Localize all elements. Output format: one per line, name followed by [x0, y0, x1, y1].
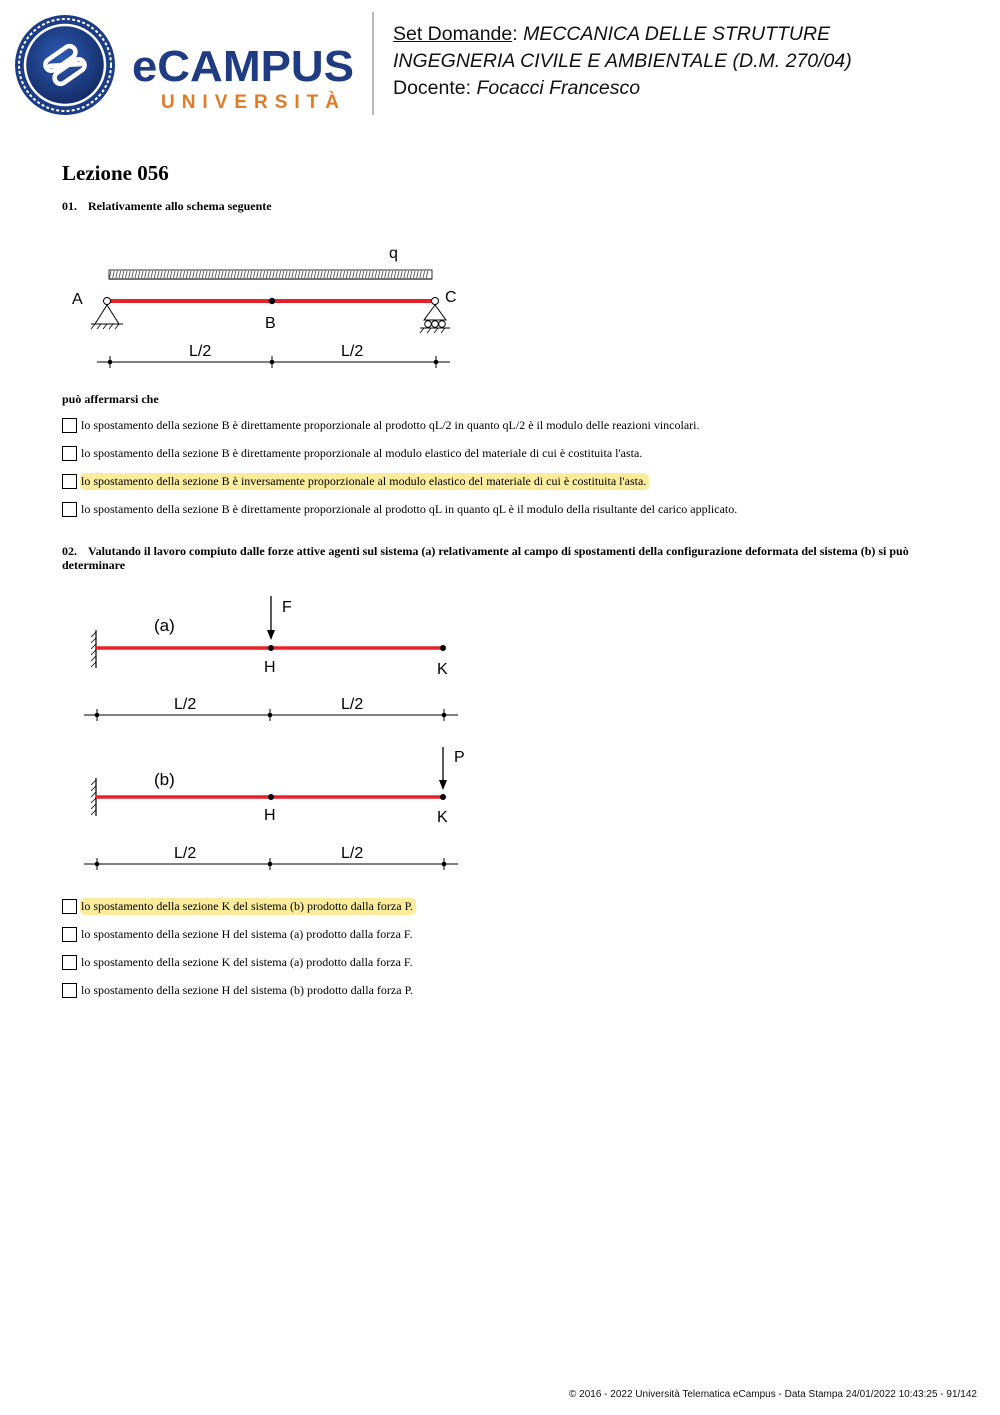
answer-text: lo spostamento della sezione H del sistema (b) prodotto dalla forza P. [81, 982, 413, 997]
node-label-k: K [437, 809, 448, 826]
answer-text-highlighted: lo spostamento della sezione B è inversamente proporzionale al modulo elastico del materiale di cui è costituita l'asta. [80, 473, 649, 490]
question-number: 02. [62, 544, 77, 558]
node-label-b: B [265, 315, 276, 332]
brand-name: eCAMPUS [132, 42, 354, 91]
answer-option[interactable] [62, 981, 416, 999]
answer-option[interactable] [62, 953, 416, 971]
span-label-1: L/2 [189, 343, 212, 360]
fixed-support-icon [91, 630, 96, 668]
node-k [440, 645, 446, 651]
teacher-line [393, 75, 852, 102]
page-footer: © 2016 - 2022 Università Telematica eCampus - Data Stampa 24/01/2022 10:43:25 - 91/142 [569, 1389, 977, 1400]
question-text: Valutando il lavoro compiuto dalle forze attive agenti sul sistema (a) relativamente al campo di spostamenti della configurazione deformata del sistema (b) si può determinare [62, 544, 909, 572]
node-k [440, 794, 446, 800]
university-seal-icon [15, 15, 115, 115]
load-label: q [389, 245, 398, 262]
course-line-1 [393, 21, 852, 48]
brand-subtitle: UNIVERSITÀ [161, 92, 339, 113]
span-label-2: L/2 [341, 696, 364, 713]
span-label-2: L/2 [341, 343, 364, 360]
question-2 [62, 544, 942, 572]
force-arrow-icon [439, 747, 447, 790]
set-separator: : [512, 23, 524, 45]
header-divider [372, 12, 374, 115]
force-label: F [282, 599, 292, 616]
system-a [84, 596, 458, 721]
node-label-a: A [72, 291, 83, 308]
node-label-k: K [437, 661, 448, 678]
node-label-c: C [445, 289, 457, 306]
force-label: P [454, 749, 465, 766]
node-b [269, 298, 275, 304]
answer-option[interactable] [62, 444, 645, 462]
node-h [268, 794, 274, 800]
system-label: (a) [154, 616, 175, 635]
question-text: Relativamente allo schema seguente [88, 199, 272, 213]
teacher-name: Focacci Francesco [476, 77, 641, 99]
answer-text: lo spostamento della sezione K del sistema (a) prodotto dalla forza F. [81, 954, 413, 969]
course-line-2 [393, 48, 852, 75]
brand-wordmark [132, 42, 354, 113]
answer-option[interactable] [62, 897, 416, 915]
force-arrow-icon [267, 596, 275, 640]
answer-checkbox[interactable] [62, 927, 77, 942]
node-label-h: H [264, 659, 276, 676]
span-label-1: L/2 [174, 696, 197, 713]
answer-checkbox[interactable] [62, 502, 77, 517]
question-1-subtext: può affermarsi che [62, 392, 159, 406]
span-label-1: L/2 [174, 845, 197, 862]
answer-text: lo spostamento della sezione B è direttamente proporzionale al modulo elastico del materiale di cui è costituita l'asta. [81, 445, 643, 460]
beam-diagram-1 [62, 238, 482, 373]
dimension-line [84, 709, 458, 721]
answer-checkbox[interactable] [62, 418, 77, 433]
answer-option[interactable] [62, 925, 416, 943]
question-1 [62, 199, 942, 213]
lesson-title: Lezione 056 [62, 161, 169, 185]
system-b [84, 747, 465, 870]
distributed-load [109, 270, 432, 279]
answer-checkbox[interactable] [62, 983, 77, 998]
answer-text: lo spostamento della sezione H del sistema (a) prodotto dalla forza F. [81, 926, 413, 941]
system-label: (b) [154, 770, 175, 789]
course-header [393, 21, 852, 102]
answer-checkbox[interactable] [62, 446, 77, 461]
node-h [268, 645, 274, 651]
answer-checkbox[interactable] [62, 899, 77, 914]
node-label-h: H [264, 807, 276, 824]
answer-option[interactable] [62, 500, 740, 518]
set-label: Set Domande [393, 23, 513, 45]
teacher-label: Docente: [393, 77, 477, 99]
answer-text-highlighted: lo spostamento della sezione K del sistema (b) prodotto dalla forza P. [80, 898, 416, 915]
answer-checkbox[interactable] [62, 474, 77, 489]
dimension-line [97, 356, 450, 368]
ecampus-logo [14, 14, 359, 118]
fixed-support-icon [91, 778, 96, 816]
span-label-2: L/2 [341, 845, 364, 862]
answer-text: lo spostamento della sezione B è direttamente proporzionale al prodotto qL/2 in quanto qL/2 è il modulo delle reazioni vincolari. [81, 417, 700, 432]
dimension-line [84, 858, 458, 870]
course-degree: INGEGNERIA CIVILE E AMBIENTALE (D.M. 270/04) [393, 50, 852, 72]
answer-text: lo spostamento della sezione B è direttamente proporzionale al prodotto qL in quanto qL è il modulo della risultante del carico applicato. [81, 501, 738, 516]
cantilever-diagrams [62, 590, 482, 880]
answer-option[interactable] [62, 472, 649, 490]
question-number: 01. [62, 199, 77, 213]
answer-checkbox[interactable] [62, 955, 77, 970]
answer-option[interactable] [62, 416, 703, 434]
course-name: MECCANICA DELLE STRUTTURE [523, 23, 831, 45]
